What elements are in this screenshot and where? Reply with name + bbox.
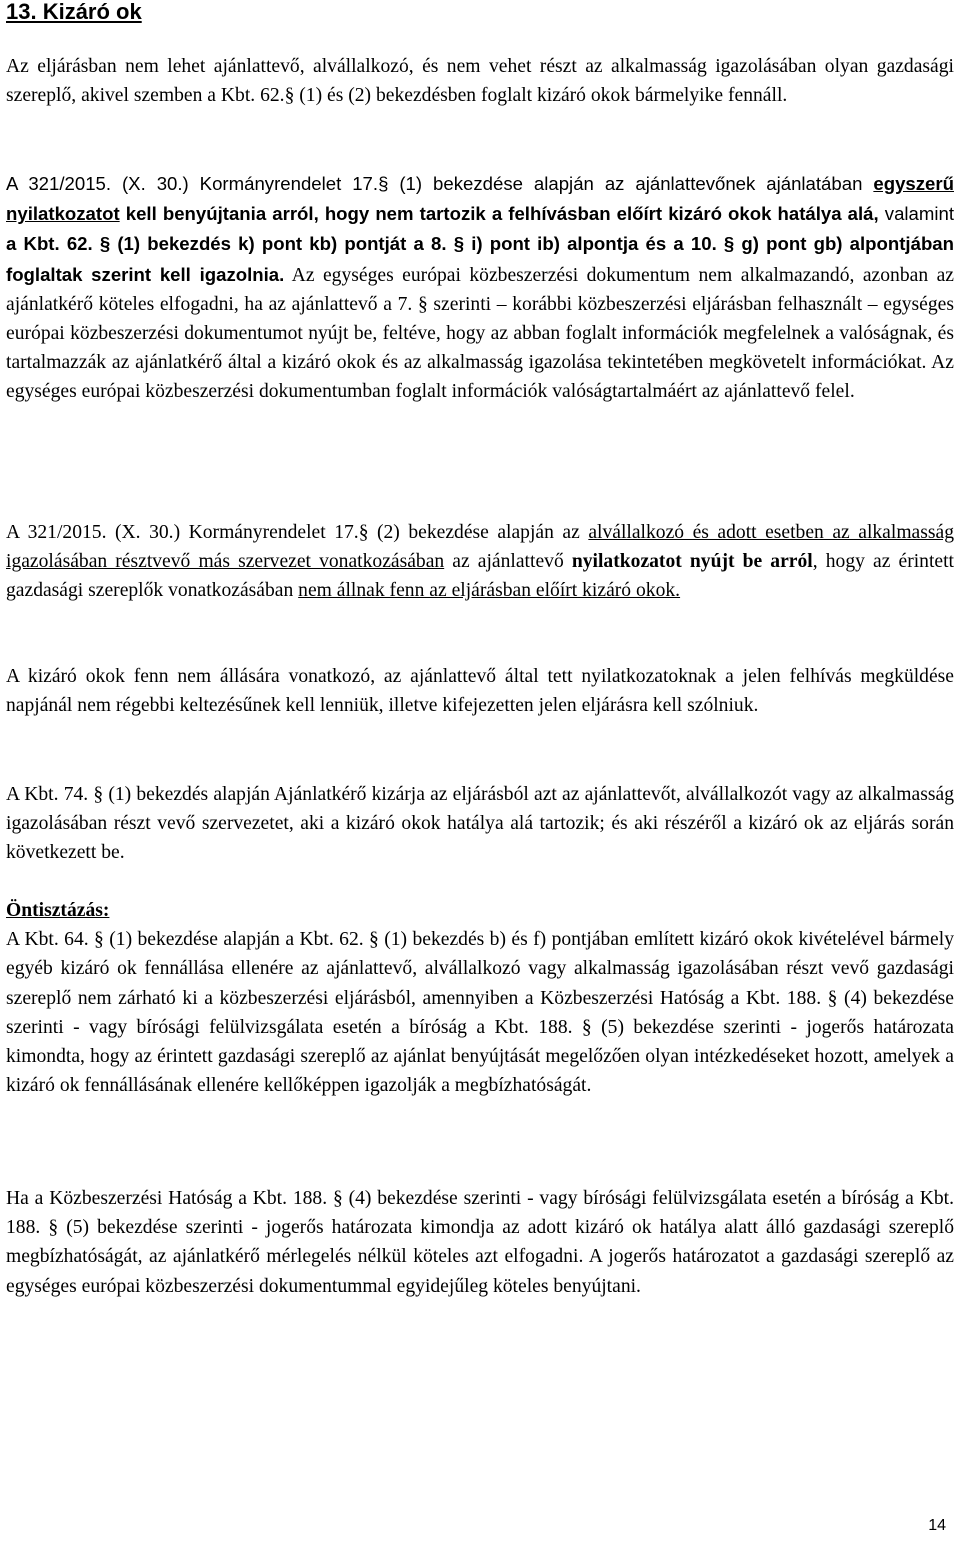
paragraph-self-cleaning: Öntisztázás: A Kbt. 64. § (1) bekezdése alapján a Kbt. 62. § (1) bekezdés b) és f) pontjában említett kizáró okok kivételével bármely egyéb kizáró ok fennállása ellenére az ajánlattevő, alvállalkozó vagy alkalmasság igazolásában részt vevő gazdasági szereplő nem zárható ki a közbeszerzési eljárásból, amennyiben a Közbeszerzési Hatóság a Kbt. 188. § (4) bekezdése szerinti - vagy bírósági felülvizsgálata esetén a bíróság a Kbt. 188. § (5) bekezdése szerinti - jogerős határozata kimondta, hogy az érintett gazdasági szereplő az ajánlat benyújtását megelőzően olyan intézkedéseket hozott, amelyek a kizáró ok fennállásának ellenére kellőképpen igazolják a megbízhatóságát. bbox=[6, 900, 954, 1097]
paragraph-exclusion-intro: Az eljárásban nem lehet ajánlattevő, alvállalkozó, és nem vehet részt az alkalmasság igazolásában olyan gazdasági szereplő, akivel szemben a Kbt. 62.§ (1) és (2) bekezdésben foglalt kizáró okok bármelyike fennáll. bbox=[6, 56, 954, 107]
verification-requirement: a Kbt. 62. § (1) bekezdés k) pont kb) pontját a 8. § i) pont ib) alpontja és a 10. § g) pont gb) alpontjában foglaltak szerint kell igazolnia. bbox=[6, 233, 954, 285]
self-cleaning-heading: Öntisztázás: bbox=[6, 900, 110, 921]
section-heading: 13. Kizáró ok bbox=[6, 0, 142, 24]
paragraph-exclusion-rule: A Kbt. 74. § (1) bekezdés alapján Ajánlatkérő kizárja az eljárásból azt az ajánlattevőt, alvállalkozót vagy az alkalmasság igazolásában részt vevő szervezetet, aki a kizáró okok hatálya alá tartozik; és aki részéről a kizáró ok az eljárás során következett be. bbox=[6, 784, 954, 864]
paragraph-subcontractor: A 321/2015. (X. 30.) Kormányrendelet 17.§ (2) bekezdése alapján az alvállalkozó és adott esetben az alkalmasság igazolásában résztvevő más szervezet vonatkozásában az ajánlattevő nyilatkozatot nyújt be arról, hogy az érintett gazdasági szereplők vonatkozásában nem állnak fenn az eljárásban előírt kizáró okok. bbox=[6, 522, 954, 602]
paragraph-declaration-date: A kizáró okok fenn nem állására vonatkozó, az ajánlattevő által tett nyilatkozatoknak a jelen felhívás megküldése napjánál nem régebbi keltezésűnek kell lenniük, illetve kifejezetten jelen eljárásra kell szólniuk. bbox=[6, 666, 954, 717]
page-number: 14 bbox=[928, 1517, 946, 1534]
simple-declaration-emphasis: egyszerű nyilatkozatot bbox=[6, 173, 954, 225]
paragraph-declaration: A 321/2015. (X. 30.) Kormányrendelet 17.§ (1) bekezdése alapján az ajánlattevőnek ajánlatában egyszerű nyilatkozatot kell benyújtania arról, hogy nem tartozik a felhívásban előírt kizáró okok hatálya alá, valamint a Kbt. 62. § (1) bekezdés k) pont kb) pontját a 8. § i) pont ib) alpontja és a 10. § g) pont gb) alpontjában foglaltak szerint kell igazolnia. Az egységes európai közbeszerzési dokumentum nem alkalmazandó, azonban az ajánlatkérő köteles elfogadni, ha az ajánlattevő a 7. § szerinti – korábbi közbeszerzési eljárásban felhasznált – egységes európai közbeszerzési dokumentumot nyújt be, feltéve, hogy az abban foglalt információk megfelelnek a valóságnak, és tartalmazzák az ajánlatkérő által a kizáró okok és az alkalmasság igazolása tekintetében megkövetelt információkat. Az egységes európai közbeszerzési dokumentumban foglalt információk valóságtartalmáért az ajánlattevő felel. bbox=[6, 173, 955, 403]
paragraph-authority-decision: Ha a Közbeszerzési Hatóság a Kbt. 188. § (4) bekezdése szerinti - vagy bírósági felülvizsgálata esetén a bíróság a Kbt. 188. § (5) bekezdése szerinti - jogerős határozata kimondja az adott kizáró ok hatálya alatt álló gazdasági szereplő megbízhatóságát, az ajánlatkérő mérlegelés nélkül köteles azt elfogadni. A jogerős határozatot a gazdasági szereplő az egységes európai közbeszerzési dokumentummal egyidejűleg köteles benyújtani. bbox=[6, 1188, 954, 1297]
